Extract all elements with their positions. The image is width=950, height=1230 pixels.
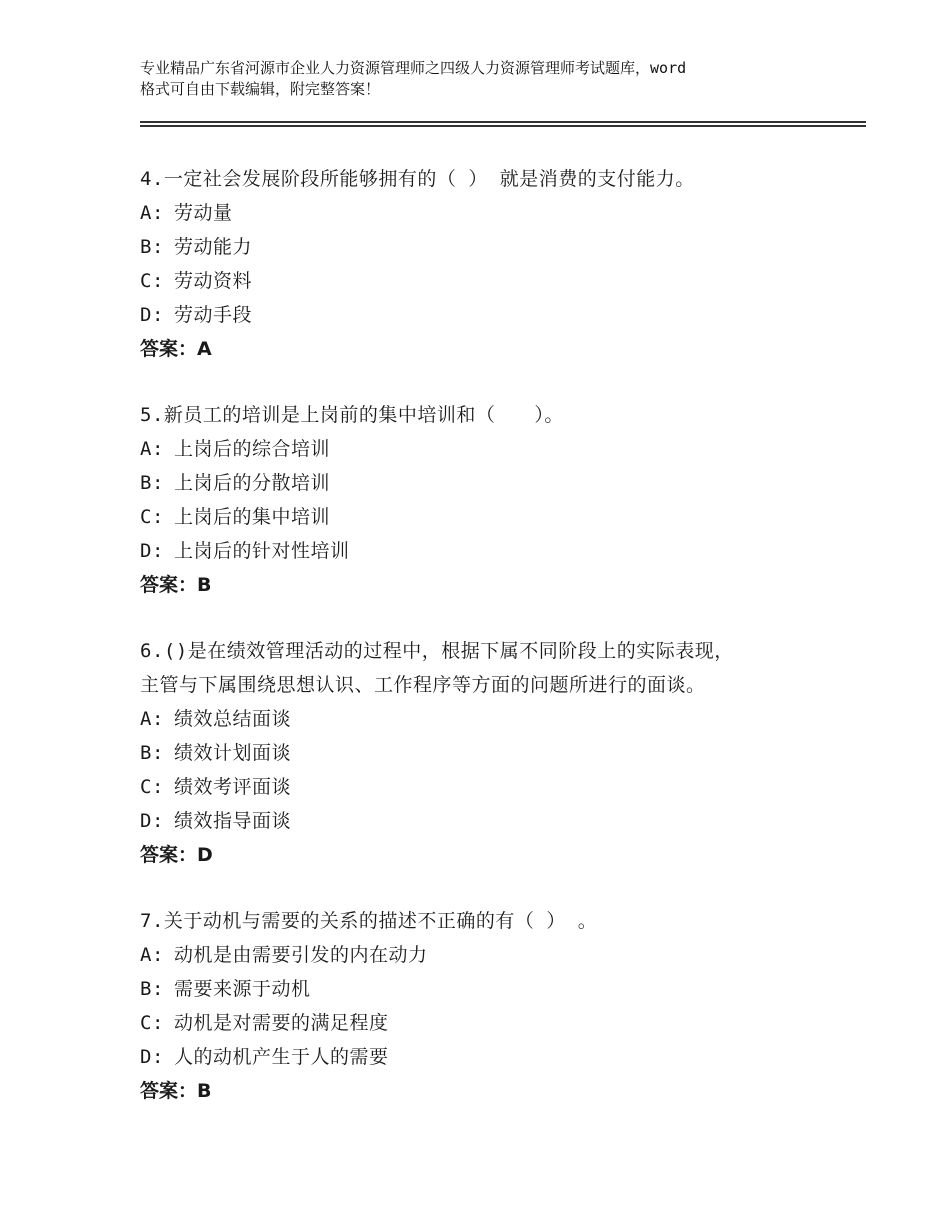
- option-letter: A:: [140, 708, 164, 730]
- option-letter: A:: [140, 202, 164, 224]
- option-text: 人的动机产生于人的需要: [174, 1046, 389, 1068]
- option-d: [140, 534, 860, 568]
- option-text: 动机是对需要的满足程度: [174, 1012, 389, 1034]
- option-letter: D:: [140, 540, 164, 562]
- option-letter: C:: [140, 776, 164, 798]
- question-text: 7.关于动机与需要的关系的描述不正确的有（ ） 。: [140, 910, 598, 932]
- document-header: [140, 58, 840, 100]
- option-b: [140, 972, 860, 1006]
- option-c: [140, 500, 860, 534]
- option-letter: A:: [140, 944, 164, 966]
- option-a: [140, 938, 860, 972]
- option-text: 绩效计划面谈: [174, 742, 292, 764]
- option-letter: D:: [140, 304, 164, 326]
- option-text: 动机是由需要引发的内在动力: [174, 944, 428, 966]
- question-4: [140, 162, 860, 366]
- header-divider-bottom: [140, 125, 866, 127]
- option-text: 上岗后的分散培训: [174, 472, 331, 494]
- option-letter: D:: [140, 1046, 164, 1068]
- question-5: [140, 398, 860, 602]
- option-text: 劳动手段: [174, 304, 253, 326]
- question-list: [140, 162, 860, 1140]
- option-text: 劳动量: [174, 202, 233, 224]
- answer: 答案：A: [140, 338, 212, 360]
- option-d: [140, 298, 860, 332]
- answer: 答案：B: [140, 574, 212, 596]
- option-text: 需要来源于动机: [174, 978, 311, 1000]
- answer: 答案：B: [140, 1080, 212, 1102]
- header-divider-top: [140, 121, 866, 123]
- option-b: [140, 736, 860, 770]
- header-line-2: 格式可自由下载编辑，附完整答案！: [140, 80, 381, 98]
- option-text: 绩效总结面谈: [174, 708, 292, 730]
- option-text: 上岗后的综合培训: [174, 438, 331, 460]
- option-letter: A:: [140, 438, 164, 460]
- question-text: 5.新员工的培训是上岗前的集中培训和（ ）。: [140, 404, 564, 426]
- option-text: 劳动资料: [174, 270, 253, 292]
- option-letter: C:: [140, 506, 164, 528]
- option-letter: B:: [140, 472, 164, 494]
- option-letter: B:: [140, 978, 164, 1000]
- option-b: [140, 230, 860, 264]
- option-text: 上岗后的针对性培训: [174, 540, 350, 562]
- option-letter: C:: [140, 1012, 164, 1034]
- option-c: [140, 264, 860, 298]
- option-letter: C:: [140, 270, 164, 292]
- question-7: [140, 904, 860, 1108]
- header-line-1: 专业精品广东省河源市企业人力资源管理师之四级人力资源管理师考试题库，word: [140, 59, 687, 77]
- option-c: [140, 770, 860, 804]
- question-text-continued: 主管与下属围绕思想认识、工作程序等方面的问题所进行的面谈。: [140, 674, 706, 696]
- option-letter: B:: [140, 236, 164, 258]
- option-a: [140, 702, 860, 736]
- option-letter: D:: [140, 810, 164, 832]
- option-d: [140, 804, 860, 838]
- option-text: 劳动能力: [174, 236, 253, 258]
- question-6: [140, 634, 860, 872]
- option-a: [140, 432, 860, 466]
- option-d: [140, 1040, 860, 1074]
- option-a: [140, 196, 860, 230]
- option-c: [140, 1006, 860, 1040]
- option-text: 上岗后的集中培训: [174, 506, 331, 528]
- option-text: 绩效指导面谈: [174, 810, 292, 832]
- option-text: 绩效考评面谈: [174, 776, 292, 798]
- option-b: [140, 466, 860, 500]
- answer: 答案：D: [140, 844, 213, 866]
- question-text: 6.()是在绩效管理活动的过程中，根据下属不同阶段上的实际表现，: [140, 640, 734, 662]
- question-text: 4.一定社会发展阶段所能够拥有的（ ） 就是消费的支付能力。: [140, 168, 695, 190]
- option-letter: B:: [140, 742, 164, 764]
